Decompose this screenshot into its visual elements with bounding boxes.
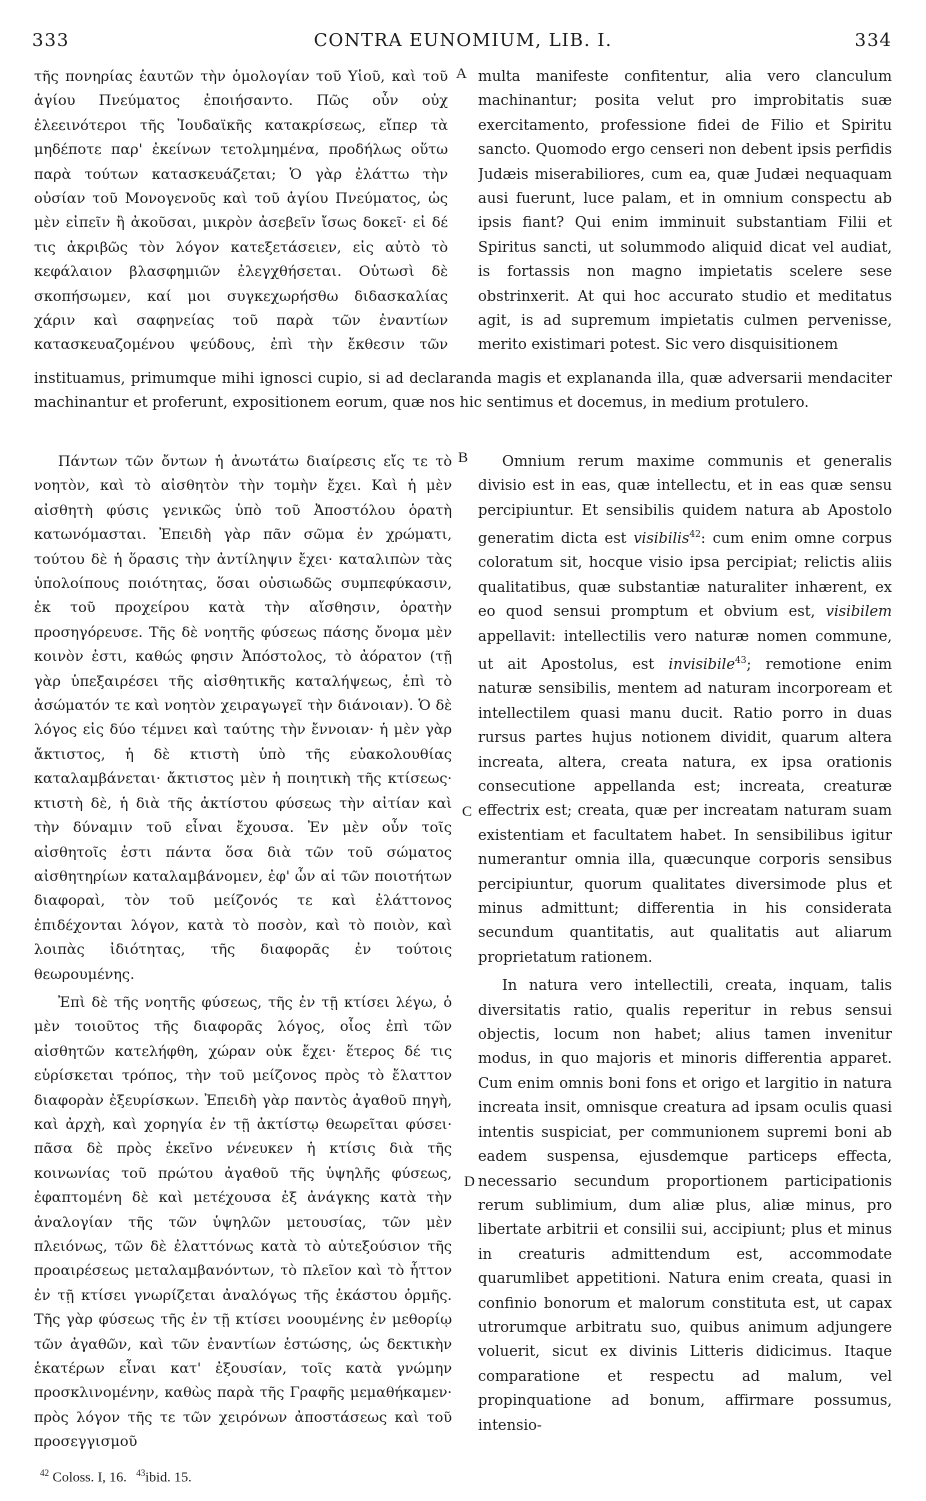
page-number-left: 333 [32,30,70,51]
latin-p2-term-invisibile: invisibile [668,655,735,673]
margin-mark-a: A [456,66,467,82]
footnote-text-42: Coloss. I, 16. [52,1470,127,1486]
latin-paragraph-1: multa manifeste confitentur, alia vero clanculum machinantur; posita velut pro improbitatis suæ exercitamento, professione fidei de Filio et Spiritu sancto. Quomodo ergo censeri non debent ipsis perfidis Judæis miserabiliores, cum ea, quæ Judæi nequaquam ausi fuerunt, luce palam, et in omnium conspectu ab ipsis fiant? Qui enim imminuit substantiam Filii et Spiritus sancti, ut solummodo aliquid dicat vel audiat, is fortassis non magno impietatis scelere sese obstrinxerit. At qui hoc accurato studio et meditatus agit, is ad supremum impietatis culmen pervenisse, merito existimari potest. Sic vero disquisitionem [478,68,892,354]
latin-column-main [478,450,892,1460]
greek-paragraph-3: Ἐπὶ δὲ τῆς νοητῆς φύσεως, τῆς ἐν τῇ κτίσει λέγω, ὁ μὲν τοιοῦτος τῆς διαφορᾶς λόγος, οἷος ἐπὶ τῶν αἰσθητῶν κατελήφθη, χώραν οὐκ ἔχει· ἕτερος δέ τις εὑρίσκεται τρόπος, τὴν τοῦ μείζονος πρὸς τὸ ἔλαττον διαφορὰν ἐξευρίσκων. Ἐπειδὴ γὰρ παντὸς ἀγαθοῦ πηγὴ, καὶ ἀρχὴ, καὶ χορηγία ἐν τῇ ἀκτίστῳ θεωρεῖται φύσει· πᾶσα δὲ πρὸς ἐκεῖνο νένευκεν ἡ κτίσις διὰ τῆς κοινωνίας τοῦ πρώτου ἀγαθοῦ τῆς ὑψηλῆς φύσεως, ἐφαπτομένη δὲ καὶ μετέχουσα ἐξ ἀνάγκης κατὰ τὴν ἀναλογίαν τῆς τῶν ὑψηλῶν μετουσίας, τῶν μὲν πλειόνως, τῶν δὲ ἐλαττόνως κατὰ τὸ αὐτεξούσιον τῆς προαιρέσεως μεταλαμβανόντων, τὸ πλεῖον καὶ τὸ ἧττον ἐν τῇ κτίσει γνωρίζεται ἀναλόγως τῆς ἑκάστου ὁρμῆς. Τῆς γὰρ φύσεως τῆς ἐν τῇ κτίσει νοουμένης ἐν μεθορίῳ τῶν ἀγαθῶν, καὶ τῶν ἐναντίων ἑστώσης, ὡς δεκτικὴν ἑκατέρων εἶναι κατ' ἐξουσίαν, τοῖς κατὰ γνώμην προσκλινομένην, καθὼς παρὰ τῆς Γραφῆς μεμαθήκαμεν· πρὸς λόγον τῆς τε τῶν χειρόνων ἀποστάσεως καὶ τοῦ προσεγγισμοῦ [34,994,452,1451]
footnote-ref-43: 43 [734,656,747,667]
latin-paragraph-3: In natura vero intellectili, creata, inquam, talis diversitatis ratio, qualis reperitur in rebus sensui objectis, locum non habet; alius tamen invenitur modus, in quo majoris et minoris differentia apparet. Cum enim omnis boni fons et origo et largitio in natura increata insit, omnisque creatura ad ipsam oculis quasi intentis suspiciat, per communionem supremi boni ab eadem suspensa, ejusdemque particeps effecta, necessario secundum proportionem participationis rerum sublimium, dum aliæ plus, aliæ minus, pro libertate arbitrii et consilii sui, accipiunt; plus et minus in creaturis admittendum est, accommodate quarumlibet appetitioni. Natura enim creata, quasi in confinio bonorum et malorum constituta est, ut capax utrorumque arbitratu suo, quibus animum adjungere voluerit, sicut ex divinis Litteris didicimus. Itaque comparatione et respectu ad malum, vel propinquatione ad bonum, affirmare possumus, intensio- [478,977,892,1434]
footnote-number-42: 42 [40,1468,49,1478]
margin-mark-d: D [464,1174,475,1190]
footnotes [40,1468,192,1487]
greek-paragraph-2: Πάντων τῶν ὄντων ἡ ἀνωτάτω διαίρεσις εἴς τε τὸ νοητὸν, καὶ τὸ αἰσθητὸν τὴν τομὴν ἔχει. Καὶ ἡ μὲν αἰσθητὴ φύσις γενικῶς ὑπὸ τοῦ Ἀποστόλου ὁρατὴ κατωνόμασται. Ἐπειδὴ γὰρ πᾶν σῶμα ἐν χρώματι, τούτου δὲ ἡ ὅρασις τὴν ἀντίληψιν ἔχει· καταλιπὼν τὰς ὑπολοίπους ποιότητας, ὅσαι οὐσιωδῶς συμπεφύκασιν, ἐκ τοῦ προχείρου κατὰ τὴν αἴσθησιν, ὁρατὴν προσηγόρευσε. Τῆς δὲ νοητῆς φύσεως πάσης ὄνομα μὲν κοινὸν ἐστι, καθώς φησιν Ἀπόστολος, τὸ ἀόρατον (τῇ γὰρ ὑπεξαιρέσει τῆς αἰσθητικῆς καταλήψεως, ἐπὶ τὸ ἀσώματόν τε καὶ νοητὸν χειραγωγεῖ τὴν διάνοιαν). Ὁ δὲ λόγος εἰς δύο τέμνει καὶ ταύτης τὴν ἔννοιαν· ἡ μὲν γὰρ ἄκτιστος, ἡ δὲ κτιστὴ ὑπὸ τῆς εὐακολουθίας καταλαμβάνεται· ἄκτιστος μὲν ἡ ποιητικὴ τῆς κτίσεως· κτιστὴ δὲ, ἡ διὰ τῆς ἀκτίστου φύσεως τὴν αἰτίαν καὶ τὴν δύναμιν τοῦ εἶναι ἔχουσα. Ἐν μὲν οὖν τοῖς αἰσθητοῖς ἐστι πάντα ὅσα διὰ τῶν τοῦ σώματος αἰσθητηρίων καταλαμβάνομεν, ἐφ' ὧν αἱ τῶν ποιοτήτων διαφοραὶ, τὸν τοῦ μείζονός τε καὶ ἐλάττονος ἐπιδέχονται λόγον, κατὰ τὸ ποσὸν, καὶ τὸ ποιὸν, καὶ λοιπὰς ἰδιότητας, τῆς διαφορᾶς ἐν τούτοις θεωρουμένης. [34,454,452,983]
page-header [0,30,926,60]
margin-mark-c: C [462,804,473,820]
latin-p2-term-visibilem: visibilem [825,603,892,621]
footnote-ref-42: 42 [689,530,701,541]
greek-column-top [34,65,448,361]
latin-p2-text-a: Omnium rerum maxime communis et generalis divisio est in eas, quæ intellectu, et in eas quæ sensu percipiuntur. Et sensibilis quidem natura ab Apostolo generatim dicta est [478,453,892,548]
latin-p2-text-g: ; remotione enim naturæ sensibilis, mentem ad naturam incorpoream et intellectilem quasi manu ducit. Ratio porro in duas rursus partes hujus notionem dividit, quarum altera increata, altera, creata natura, ex ipsa orationis consecutione appellanda est; increata, creaturæ effectrix est; creata, quæ per increatam naturam suam existentiam et facultatem habet. In sensibilibus igitur numerantur omnia illa, quæcunque corporis sensibus percipiuntur, quorum qualitates diversimode plus et minus admittunt; differentia in his considerata secundum quantitatis, aut qualitatis aut aliarum proprietatum rationem. [478,655,892,966]
page-number-right: 334 [854,30,892,51]
greek-column-main [34,450,452,1460]
margin-mark-b: B [458,450,469,466]
latin-p2-text-c: : cum enim omne corpus coloratum sit, hocque visio ipsa percipiat; relictis aliis qualitatibus, quæ substantiæ naturaliter inhærent, ex eo quod sensui promptum et obvium est, [478,530,892,621]
latin-full-width-continuation [34,367,892,439]
footnote-number-43: 43 [136,1468,146,1478]
latin-column-top [478,65,892,361]
latin-paragraph-2 [478,450,892,970]
running-title: CONTRA EUNOMIUM, LIB. I. [313,30,613,51]
footnote-text-43: ibid. 15. [145,1470,192,1486]
latin-paragraph-1-continued: instituamus, primumque mihi ignosci cupio, si ad declaranda magis et explananda illa, quæ adversarii mendaciter machinantur et proferunt, expositionem eorum, quæ nos hic sentimus et docemus, in medium protulero. [34,370,892,412]
latin-p2-term-visibilis: visibilis [633,530,690,548]
latin-p2-text-e: appellavit: intellectilis vero naturæ nomen commune, ut ait Apostolus, est [478,627,892,673]
greek-paragraph-1: τῆς πονηρίας ἑαυτῶν τὴν ὁμολογίαν τοῦ Υἱοῦ, καὶ τοῦ ἁγίου Πνεύματος ἐποιήσαντο. Πῶς οὖν οὐχ ἐλεεινότεροι τῆς Ἰουδαϊκῆς κατακρίσεως, εἴπερ τὰ μηδέποτε παρ' ἐκείνων τετολμημένα, προδήλως οὕτω παρὰ τούτων κατασκευάζεται; Ὁ γὰρ ἐλάττω τὴν οὐσίαν τοῦ Μονογενοῦς καὶ τοῦ ἁγίου Πνεύματος, ὡς μὲν εἰπεῖν ἢ ἀκοῦσαι, μικρὸν ἀσεβεῖν ἴσως δοκεῖ· εἰ δέ τις ἀκριβῶς τὸν λόγον κατεξετάσειεν, εἰς αὐτὸ τὸ κεφάλαιον βλασφημιῶν ἐλεγχθήσεται. Οὑτωσὶ δὲ σκοπήσωμεν, καί μοι συγκεχωρήσθω διδασκαλίας χάριν καὶ σαφηνείας τοῦ παρὰ τῶν ἐναντίων κατασκευαζομένου ψεύδους, ἐπὶ τὴν ἔκθεσιν τῶν [34,69,448,354]
